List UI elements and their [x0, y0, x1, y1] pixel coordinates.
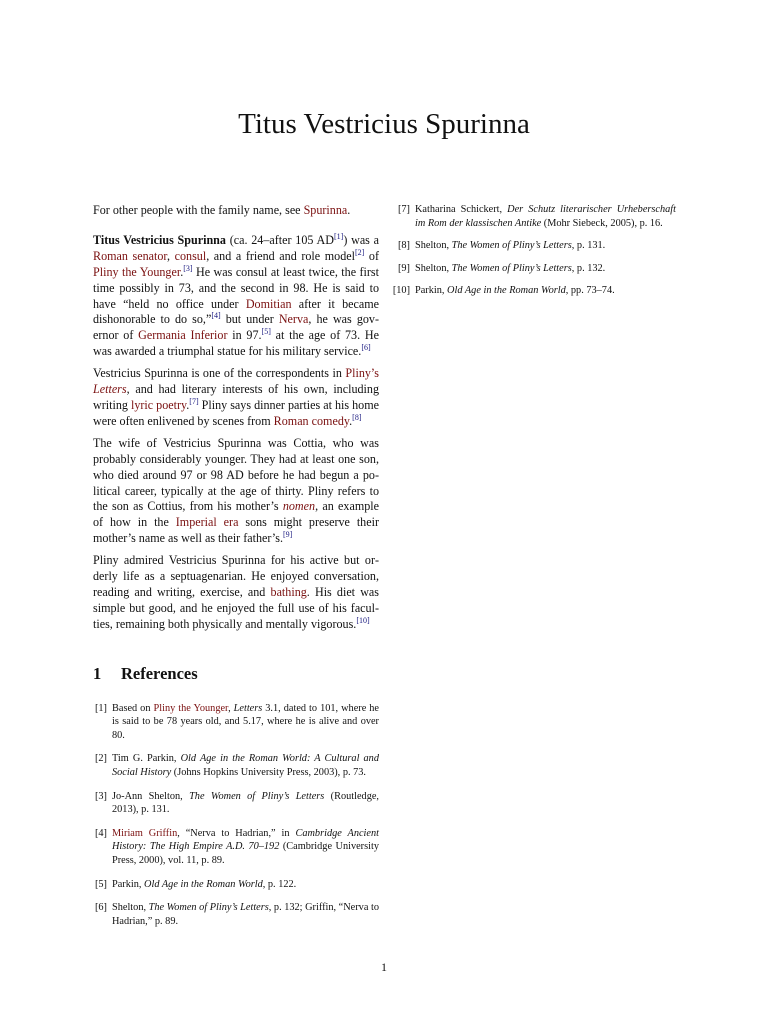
reference-text	[415, 239, 676, 253]
text-run: The Women of Pliny’s Letters	[148, 902, 269, 914]
section-number: 1	[93, 663, 102, 683]
reference-text	[112, 901, 379, 928]
reference-number[interactable]: [6]	[94, 902, 107, 914]
reference-item	[93, 752, 379, 779]
text-run: The Women of Pliny’s Letters	[451, 240, 572, 252]
text-run: Letters	[233, 702, 263, 714]
wiki-link[interactable]: Imperial era	[175, 515, 239, 530]
text-run: Old Age in the Roman World	[144, 878, 263, 890]
wiki-link[interactable]: Domitian	[245, 296, 292, 311]
reference-text	[112, 752, 379, 779]
wiki-link[interactable]: nomen	[282, 499, 316, 514]
hatnote	[93, 203, 379, 219]
reference-text	[112, 827, 379, 868]
reference-item	[93, 702, 379, 743]
citation-link[interactable]: [2]	[355, 247, 365, 257]
left-column	[93, 203, 379, 938]
reference-number[interactable]: [2]	[94, 753, 107, 765]
text-run: The wife of Vestricius Spurinna was Cottia, who was probably considerably younger. They had at least one son, who died around 97 or 98 AD before he had begun a political career, typically at the age of thirty. Pliny refers to the son as Cottius, from his mother’s	[93, 435, 379, 514]
text-run: , an example of how in the	[93, 499, 379, 530]
citation-link[interactable]: [8]	[352, 412, 362, 422]
reference-number[interactable]: [7]	[397, 204, 410, 215]
reference-text	[112, 702, 379, 743]
paragraph	[93, 366, 379, 430]
text-run: ) was a	[343, 232, 380, 247]
wiki-link[interactable]: lyric poetry	[130, 397, 187, 412]
citation-link[interactable]: [1]	[333, 231, 344, 241]
wiki-link[interactable]: Miriam Griffin	[112, 827, 178, 839]
text-run: in 97.	[227, 328, 262, 343]
reference-item	[93, 901, 379, 928]
text-run: Jo-Ann Shelton,	[112, 790, 190, 802]
text-run: .	[186, 397, 190, 412]
text-run: Parkin,	[112, 878, 145, 890]
text-run: at the age of 73. He was awarded a triumphal statue for his military service.	[93, 328, 379, 359]
hatnote-link[interactable]: Spurinna	[303, 203, 348, 217]
reference-text	[112, 790, 379, 817]
text-run: , and had literary interests of his own, including writing	[93, 382, 379, 412]
text-run: , and a friend and role model	[206, 248, 355, 263]
text-run: ,	[228, 702, 234, 714]
text-run: .	[180, 264, 184, 279]
wiki-link[interactable]: Pliny the Younger	[153, 702, 229, 714]
wiki-link[interactable]: Roman comedy	[273, 413, 350, 428]
text-run: Shelton,	[415, 240, 452, 252]
reference-text	[415, 284, 676, 298]
text-run: , p. 132.	[571, 262, 606, 274]
section-heading	[93, 663, 379, 683]
citation-link[interactable]: [4]	[211, 311, 221, 321]
text-run: (ca. 24–after 105 AD	[225, 232, 334, 247]
reference-text	[112, 878, 379, 892]
citation-link[interactable]: [7]	[189, 396, 199, 406]
paragraph	[93, 233, 379, 360]
text-run: ,	[166, 248, 175, 263]
text-run: , p. 131.	[571, 240, 606, 252]
wiki-link[interactable]: bathing	[270, 584, 307, 599]
text-run: (Mohr Siebeck, 2005), p. 16.	[541, 217, 663, 229]
reference-number[interactable]: [9]	[397, 262, 410, 274]
references-list-continued	[392, 203, 676, 298]
reference-item	[93, 827, 379, 868]
paragraph	[93, 436, 379, 547]
reference-text	[415, 203, 676, 230]
text-run: Parkin,	[415, 285, 448, 297]
page-number: 1	[381, 960, 387, 974]
text-run: , p. 132; Griffin, “Nerva to Hadrian,” p. 89.	[112, 902, 379, 927]
text-run: Tim G. Parkin,	[112, 753, 181, 765]
reference-number[interactable]: [5]	[94, 878, 107, 890]
text-run: but under	[220, 312, 279, 327]
text-run: Pliny admired Vestricius Spurinna for his active but orderly life as a septuagenarian. He enjoyed conversation, reading and writing, exercise, and	[93, 553, 379, 599]
paragraph	[93, 553, 379, 633]
reference-number[interactable]: [4]	[94, 827, 107, 839]
text-run: (Johns Hopkins University Press, 2003), p. 73.	[171, 766, 366, 778]
reference-item	[93, 790, 379, 817]
text-run: Old Age in the Roman World	[447, 285, 566, 297]
text-run: He was consul at least twice, the first time possibly in 73, and the second in 98. He is said to have “held no office under	[93, 264, 379, 311]
text-run: .	[349, 413, 353, 428]
text-run: Cambridge Ancient History: The High Empire A.D. 70–192	[112, 827, 379, 853]
text-run: , p. 122.	[262, 878, 297, 890]
text-run: Titus Vestricius Spurinna	[93, 232, 226, 247]
wiki-link[interactable]: Letters	[93, 382, 127, 397]
page-title: Titus Vestricius Spurinna	[238, 108, 530, 140]
text-run: Shelton,	[415, 262, 452, 274]
reference-number[interactable]: [10]	[392, 285, 410, 297]
text-run: Based on	[112, 702, 154, 714]
section-title: References	[121, 663, 198, 683]
citation-link[interactable]: [6]	[361, 343, 371, 353]
text-run: Old Age in the Roman World: A Cultural and Social History	[112, 753, 379, 778]
wiki-link[interactable]: consul	[174, 248, 207, 263]
text-run: Shelton,	[112, 902, 149, 914]
reference-text	[415, 262, 676, 276]
wiki-link[interactable]: Roman senator	[93, 248, 167, 263]
wiki-link[interactable]: Pliny’s	[345, 366, 379, 381]
citation-link[interactable]: [3]	[183, 263, 193, 273]
text-run: 3.1, dated to 101, where he is said to be 78 years old, and 5.17, where he is alive and over 80.	[112, 702, 379, 741]
hatnote-text: For other people with the family name, see	[93, 203, 304, 217]
reference-number[interactable]: [8]	[397, 240, 410, 252]
reference-item	[392, 284, 676, 298]
text-run: (Routledge, 2013), p. 131.	[112, 790, 379, 816]
text-run: after it became dishonorable to do so,”	[93, 296, 379, 327]
text-run: , “Nerva to Hadrian,” in	[177, 827, 296, 839]
reference-item	[392, 203, 676, 230]
text-run: The Women of Pliny’s Letters	[451, 262, 572, 274]
text-run: , he was governor of	[93, 312, 379, 343]
text-run: of	[364, 248, 379, 263]
text-run: sons might preserve their mother’s name as well as their father’s.	[93, 515, 379, 546]
text-run: Katharina Schickert,	[415, 204, 508, 215]
citation-link[interactable]: [10]	[356, 615, 370, 625]
text-run: Der Schutz literarischer Urheberschaft im Rom der klassischen Antike	[415, 204, 677, 229]
references-list	[93, 702, 379, 929]
reference-number[interactable]: [3]	[94, 790, 107, 802]
right-column	[392, 203, 676, 307]
wiki-link[interactable]: Nerva	[278, 312, 309, 327]
reference-number[interactable]: [1]	[94, 702, 107, 714]
citation-link[interactable]: [9]	[282, 530, 293, 540]
citation-link[interactable]: [5]	[261, 327, 271, 337]
reference-item	[392, 239, 676, 253]
wiki-link[interactable]: Germania Inferior	[138, 328, 228, 343]
text-run: , pp. 73–74.	[565, 285, 615, 297]
reference-item	[392, 262, 676, 276]
text-run: Vestricius Spurinna is one of the correspondents in	[93, 366, 346, 381]
text-run: . His diet was simple but good, and he enjoyed the full use of his faculties, remaining both physically and mentally vigorous.	[93, 584, 379, 631]
reference-item	[93, 878, 379, 892]
text-run: Pliny says dinner parties at his home were often enlivened by scenes from	[93, 397, 379, 428]
hatnote-end: .	[347, 203, 351, 217]
text-run: (Cambridge University Press, 2000), vol. 11, p. 89.	[112, 841, 379, 866]
wiki-link[interactable]: Pliny the Younger	[93, 264, 181, 279]
text-run: The Women of Pliny’s Letters	[189, 790, 325, 802]
